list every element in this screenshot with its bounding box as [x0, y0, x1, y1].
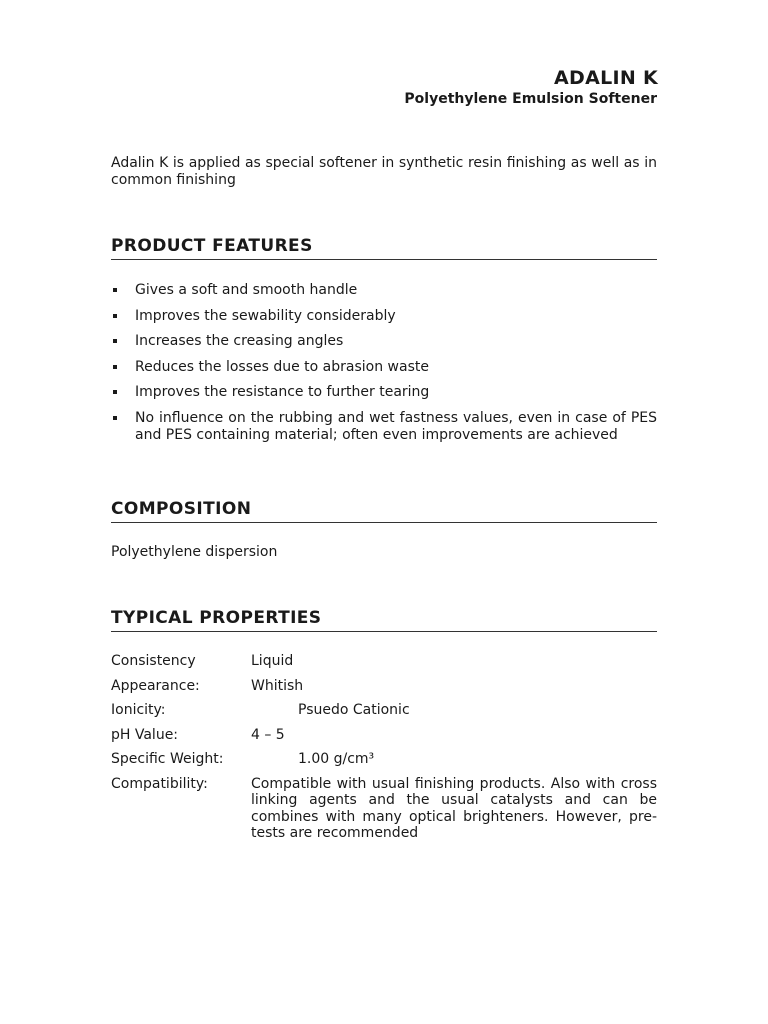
- feature-item: [111, 410, 657, 444]
- property-row: [111, 678, 657, 695]
- feature-item: [111, 333, 657, 350]
- feature-text: Increases the creasing angles: [135, 333, 344, 349]
- feature-text: Improves the sewability considerably: [135, 307, 396, 324]
- feature-text: No influence on the rubbing and wet fastness values, even in case of PES and PES containing material; often even improvements are achieved: [135, 409, 657, 443]
- square-bullet-icon: [113, 288, 117, 292]
- composition-heading: COMPOSITION: [111, 498, 657, 523]
- property-value: Whitish: [251, 677, 304, 694]
- property-value: Liquid: [251, 653, 294, 669]
- property-row: [111, 702, 657, 719]
- feature-item: [111, 282, 657, 299]
- property-row: [111, 727, 657, 744]
- square-bullet-icon: [113, 416, 117, 420]
- feature-item: [111, 359, 657, 376]
- feature-item: [111, 384, 657, 401]
- property-label: Specific Weight:: [111, 751, 224, 767]
- product-subtitle: Polyethylene Emulsion Softener: [404, 91, 657, 107]
- properties-heading: TYPICAL PROPERTIES: [111, 607, 657, 632]
- square-bullet-icon: [113, 390, 117, 394]
- feature-text: Improves the resistance to further tearing: [135, 384, 430, 400]
- feature-item: [111, 308, 657, 325]
- square-bullet-icon: [113, 365, 117, 369]
- property-label: pH Value:: [111, 726, 179, 743]
- feature-text: Gives a soft and smooth handle: [135, 282, 358, 298]
- composition-text: Polyethylene dispersion: [111, 544, 278, 560]
- property-value: Psuedo Cationic: [298, 702, 410, 718]
- features-list: [111, 282, 657, 452]
- property-label: Compatibility:: [111, 775, 208, 792]
- property-value: 4 – 5: [251, 726, 285, 743]
- square-bullet-icon: [113, 339, 117, 343]
- property-row: [111, 776, 657, 842]
- property-label: Ionicity:: [111, 702, 166, 718]
- product-title: ADALIN K: [554, 67, 658, 89]
- property-row: [111, 653, 657, 670]
- properties-table: [111, 653, 657, 849]
- square-bullet-icon: [113, 314, 117, 318]
- feature-text: Reduces the losses due to abrasion waste: [135, 358, 429, 375]
- intro-paragraph: Adalin K is applied as special softener in synthetic resin finishing as well as in common finishing: [111, 155, 657, 188]
- property-label: Consistency: [111, 653, 196, 669]
- property-value: 1.00 g/cm³: [298, 751, 375, 767]
- property-value: Compatible with usual finishing products. Also with cross linking agents and the usual catalysts and can be combines with many optical brighteners. However, pre-tests are recommended: [251, 775, 657, 841]
- features-heading: PRODUCT FEATURES: [111, 235, 657, 260]
- property-label: Appearance:: [111, 677, 200, 694]
- property-row: [111, 751, 657, 768]
